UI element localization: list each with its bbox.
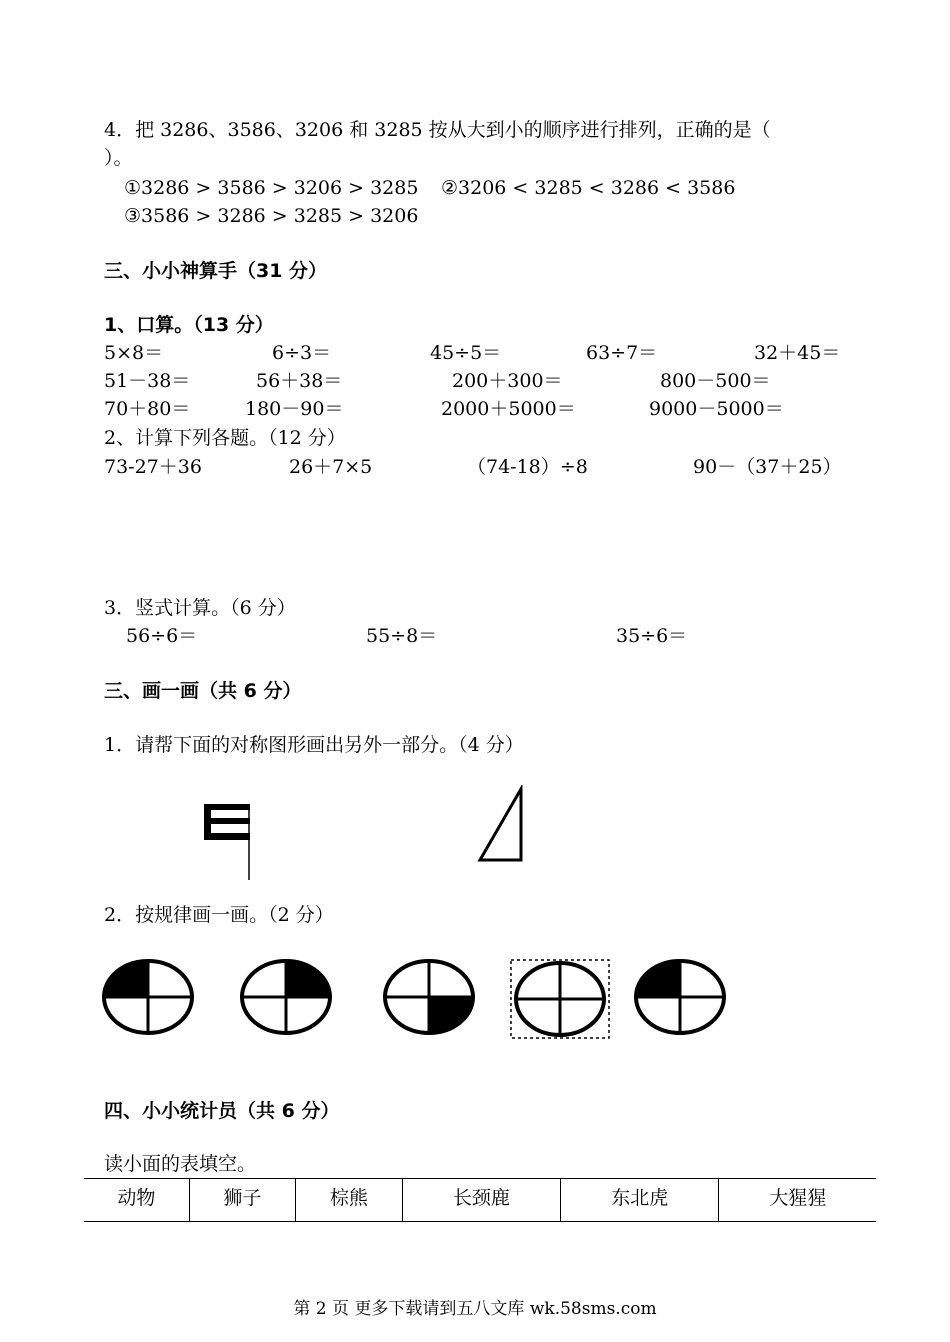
pattern-circle-1 — [100, 957, 196, 1037]
calc-item: 26＋7×5 — [289, 456, 373, 478]
oral-item: 63÷7＝ — [586, 342, 658, 364]
table-header-cell: 狮子 — [189, 1179, 296, 1222]
oral-item: 200＋300＝ — [452, 370, 563, 392]
oral-item: 32＋45＝ — [754, 342, 841, 364]
pattern-circle-4-blank[interactable] — [508, 957, 612, 1041]
oral-item: 6÷3＝ — [272, 342, 332, 364]
calc-item: 90－（37＋25） — [693, 456, 842, 478]
oral-item: 9000－5000＝ — [649, 398, 784, 420]
oral-item: 70＋80＝ — [104, 398, 191, 420]
pattern-circle-2 — [238, 957, 334, 1037]
table-header-cell: 动物 — [84, 1179, 189, 1222]
table-row — [84, 1179, 876, 1222]
calc-item: 73-27＋36 — [104, 456, 202, 478]
q4-option-1: ①3286 > 3586 > 3206 > 3285 — [124, 177, 419, 199]
section-title-calc: 三、小小神算手（31 分） — [104, 260, 328, 282]
q4-option-3: ③3586 > 3286 > 3285 > 3206 — [124, 205, 419, 227]
q4-option-2: ②3206 < 3285 < 3286 < 3586 — [441, 177, 736, 199]
pattern-circle-5 — [632, 957, 728, 1037]
vertical-calc-item: 35÷6＝ — [616, 625, 688, 647]
stats-instruction: 读小面的表填空。 — [104, 1153, 257, 1175]
table-header-cell: 长颈鹿 — [402, 1179, 560, 1222]
oral-item: 5×8＝ — [104, 342, 164, 364]
calc-title: 2、计算下列各题。（12 分） — [104, 427, 346, 449]
oral-item: 800－500＝ — [660, 370, 771, 392]
half-triangle — [476, 785, 528, 865]
pattern-circle-3 — [381, 957, 477, 1037]
table-header-cell: 大猩猩 — [719, 1179, 876, 1222]
oral-item: 51－38＝ — [104, 370, 191, 392]
oral-item: 56＋38＝ — [256, 370, 343, 392]
oral-calc-title: 1、口算。（13 分） — [104, 314, 274, 336]
oral-item: 180－90＝ — [245, 398, 344, 420]
vertical-calc-item: 55÷8＝ — [366, 625, 438, 647]
calc-item: （74-18）÷8 — [467, 456, 588, 478]
page-footer: 第 2 页 更多下载请到五八文库 wk.58sms.com — [293, 1299, 657, 1319]
q4-text-line2: ）。 — [104, 147, 133, 169]
vertical-calc-title: 3．竖式计算。（6 分） — [104, 597, 296, 619]
section-title-stats: 四、小小统计员（共 6 分） — [104, 1100, 340, 1122]
oral-item: 45÷5＝ — [430, 342, 502, 364]
table-header-cell: 棕熊 — [296, 1179, 403, 1222]
half-figure — [200, 800, 260, 882]
q4-text-line1: 4．把 3286、3586、3206 和 3285 按从大到小的顺序进行排列，正确的是（ — [104, 119, 771, 141]
section-title-draw: 三、画一画（共 6 分） — [104, 680, 302, 702]
table-header-cell: 东北虎 — [561, 1179, 719, 1222]
vertical-calc-item: 56÷6＝ — [126, 625, 198, 647]
draw-q1: 1．请帮下面的对称图形画出另外一部分。（4 分） — [104, 734, 524, 756]
draw-q2: 2．按规律画一画。（2 分） — [104, 904, 334, 926]
oral-item: 2000＋5000＝ — [441, 398, 576, 420]
animal-table — [84, 1178, 876, 1222]
